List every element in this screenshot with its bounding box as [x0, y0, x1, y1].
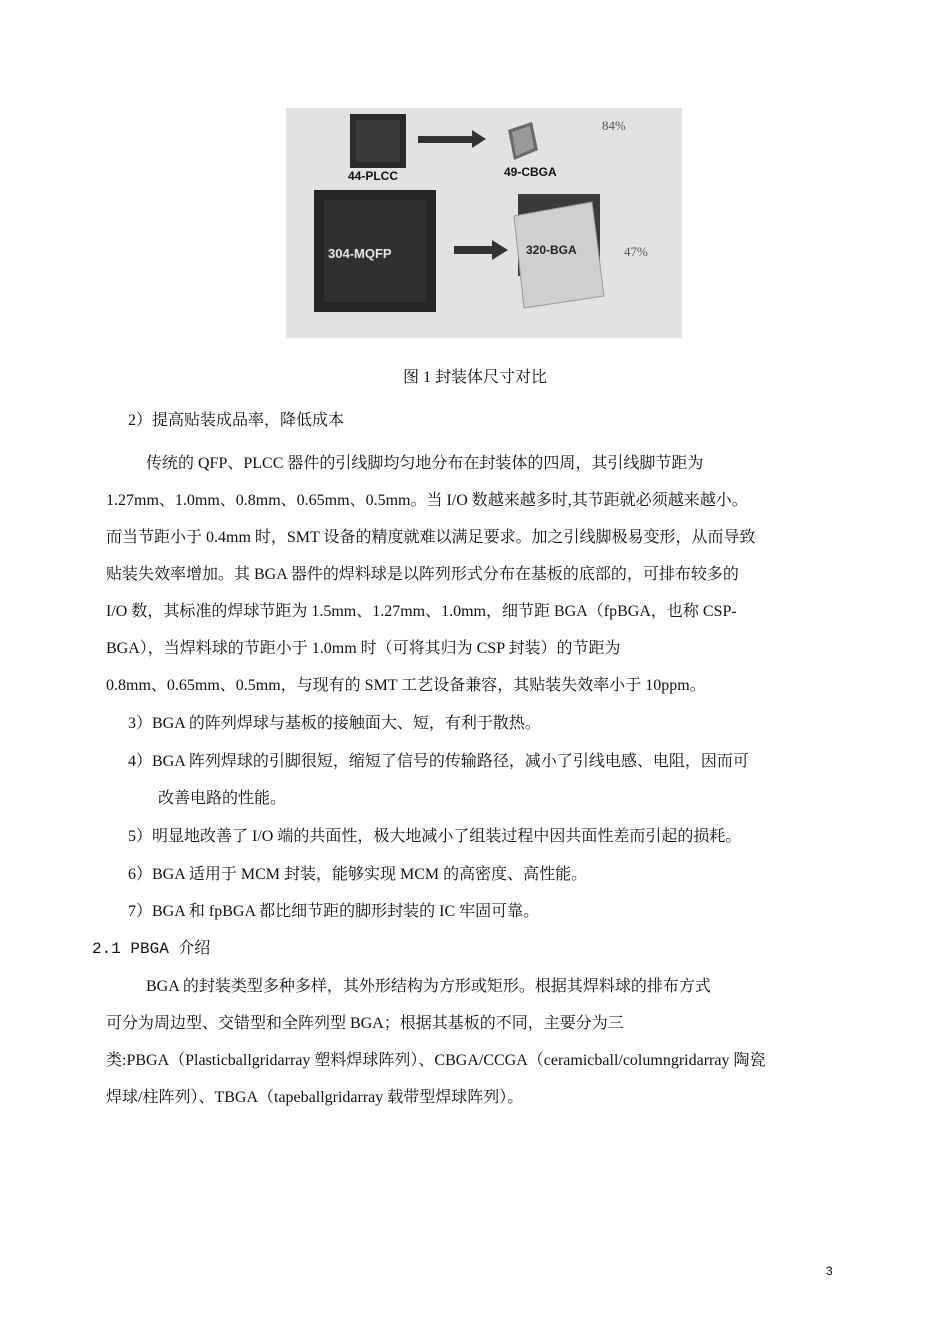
paragraph-2-line-2: 可分为周边型、交错型和全阵列型 BGA；根据其基板的不同，主要分为三: [106, 1015, 624, 1032]
paragraph-2-line-3: 类:PBGA（Plasticballgridarray 塑料焊球阵列）、CBGA/CCGA（ceramicball/columngridarray 陶瓷: [106, 1052, 766, 1069]
item-6: 6）BGA 适用于 MCM 封装，能够实现 MCM 的高密度、高性能。: [128, 866, 588, 883]
small-percent-label: 84%: [602, 118, 626, 133]
paragraph-2-line-4: 焊球/柱阵列）、TBGA（tapeballgridarray 载带型焊球阵列）。: [106, 1089, 524, 1106]
paragraph-2-line-1: BGA 的封装类型多种多样，其外形结构为方形或矩形。根据其焊料球的排布方式: [146, 978, 711, 995]
paragraph-1-line-4: 贴装失效率增加。其 BGA 器件的焊料球是以阵列形式分布在基板的底部的，可排布较多的: [106, 566, 739, 583]
package-diagram: [286, 108, 682, 338]
package-size-comparison-figure: [286, 108, 682, 338]
mqfp-label: 304-MQFP: [328, 246, 392, 261]
section-heading-pbga: 2.1 PBGA 介绍: [92, 940, 211, 958]
large-percent-label: 47%: [624, 244, 648, 259]
plcc-label: 44-PLCC: [348, 169, 399, 183]
cbga-label: 49-CBGA: [504, 165, 557, 179]
plcc-chip-face: [356, 120, 400, 162]
large-arrow-shaft: [454, 246, 494, 254]
paragraph-1-line-7: 0.8mm、0.65mm、0.5mm，与现有的 SMT 工艺设备兼容，其贴装失效率小于 10ppm。: [106, 677, 706, 694]
paragraph-1-line-5: I/O 数，其标准的焊球节距为 1.5mm、1.27mm、1.0mm，细节距 BGA（fpBGA，也称 CSP-: [106, 603, 737, 620]
item-4-line-2: 改善电路的性能。: [158, 790, 287, 807]
item-5: 5）明显地改善了 I/O 端的共面性，极大地减小了组装过程中因共面性差而引起的损耗。: [128, 828, 742, 845]
bga-label: 320-BGA: [526, 243, 577, 257]
large-arrow-head: [492, 240, 508, 260]
paragraph-1-line-6: BGA），当焊料球的节距小于 1.0mm 时（可将其归为 CSP 封装）的节距为: [106, 640, 621, 657]
page-number: 3: [826, 1264, 833, 1278]
item-4-line-1: 4）BGA 阵列焊球的引脚很短，缩短了信号的传输路径，减小了引线电感、电阻，因而可: [128, 753, 749, 770]
item-7: 7）BGA 和 fpBGA 都比细节距的脚形封装的 IC 牢固可靠。: [128, 903, 540, 920]
small-arrow-head: [472, 130, 486, 148]
paragraph-1-line-2: 1.27mm、1.0mm、0.8mm、0.65mm、0.5mm。当 I/O 数越来越多时,其节距就必须越来越小。: [106, 492, 748, 509]
paragraph-1-line-1: 传统的 QFP、PLCC 器件的引线脚均匀地分布在封装体的四周，其引线脚节距为: [146, 455, 704, 472]
small-arrow-shaft: [418, 136, 474, 143]
paragraph-1-line-3: 而当节距小于 0.4mm 时，SMT 设备的精度就难以满足要求。加之引线脚极易变形，从而导致: [106, 529, 756, 546]
item-3: 3）BGA 的阵列焊球与基板的接触面大、短，有利于散热。: [128, 715, 541, 732]
figure-caption: 图 1 封装体尺寸对比: [402, 369, 547, 386]
item-2-title: 2）提高贴装成品率，降低成本: [128, 412, 345, 429]
